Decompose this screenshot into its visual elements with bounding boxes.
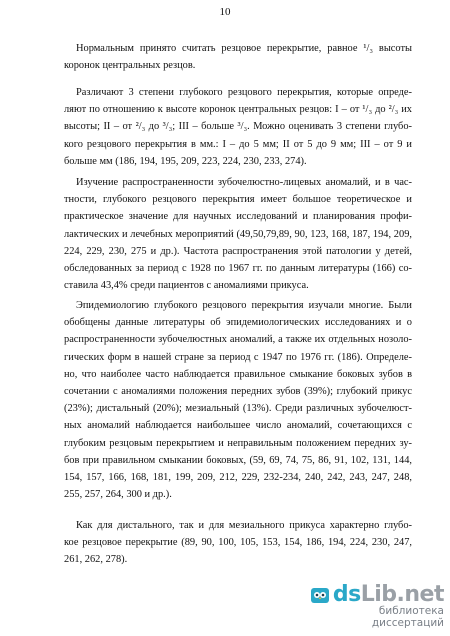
text-line: Нормальным принято считать резцовое перекрытие, равное ¹/₃ высоты <box>76 43 412 54</box>
text-line: сочетании с аномалиями положения передних зубов (39%); глубокий прикус <box>64 386 412 398</box>
text-line: практическое значение для научных исследований и планирования профи- <box>64 211 412 223</box>
text-line: ляют по отношению к высоте коронок центральных резцов: I – от ¹/₃ до ²/₃ их <box>64 104 412 116</box>
logo-suffix: Lib.net <box>360 582 444 607</box>
watermark-logo-row <box>304 582 444 607</box>
paragraph-1 <box>64 40 412 74</box>
text-line: Эпидемиологию глубокого резцового перекрытия изучали многие. Были <box>76 300 412 311</box>
text-line: но, что наиболее часто наблюдается правильное смыкание боковых зубов в <box>64 368 412 380</box>
text-line: высоты; II – от ²/₃ до ³/₃; III – больше ³/₃. Можно оценивать 3 степени глубо- <box>64 121 412 133</box>
paragraph-3 <box>64 174 412 294</box>
logo-prefix: ds <box>332 582 361 607</box>
text-line: 224, 229, 230, 275 и др.). Частота распространения этой патологии у детей, <box>64 245 412 257</box>
paragraph-4 <box>64 297 412 503</box>
owl-logo-icon <box>310 585 330 605</box>
text-line: кое резцовое перекрытие (89, 90, 100, 105, 153, 154, 186, 194, 224, 230, 247, <box>64 537 412 549</box>
watermark-caption: библиотека диссертаций <box>371 605 444 629</box>
text-line: гических форм в нашей стране за период с 1947 по 1976 гг. (186). Определе- <box>64 351 412 363</box>
text-line: Различают 3 степени глубокого резцового перекрытия, которые опреде- <box>76 87 412 98</box>
watermark-logo-text <box>333 582 444 607</box>
text-line: Изучение распространенности зубочелюстно-лицевых аномалий, и в час- <box>76 177 412 188</box>
text-line: 154, 157, 166, 168, 181, 199, 209, 212, 229, 232-234, 240, 242, 243, 247, 248, <box>64 472 412 484</box>
text-line: коронок центральных резцов. <box>64 60 196 72</box>
text-line: 261, 262, 278). <box>64 554 128 566</box>
paragraph-5 <box>64 517 412 569</box>
dslib-watermark[interactable] <box>304 582 444 630</box>
text-line: ставила 43,4% среди пациентов с аномалиями прикуса. <box>64 280 309 292</box>
text-line: распространенности зубочелюстных аномалий, а также их отдельных нозоло- <box>64 334 412 346</box>
text-line: Как для дистального, так и для мезиального прикуса характерно глубо- <box>76 520 412 531</box>
text-line: тности, глубокого резцового перекрытия имеет большое теоретическое и <box>64 194 412 206</box>
paragraph-2 <box>64 84 412 170</box>
text-line: глубоким резцовым перекрытием и неправильным положением передних зу- <box>64 437 412 449</box>
text-line: больше мм (186, 194, 195, 209, 223, 224, 230, 233, 274). <box>64 155 307 167</box>
text-line: обследованных за период с 1928 по 1967 гг. по данным литературы (166) со- <box>64 263 412 275</box>
text-line: (23%); дистальный (20%); мезиальный (13%). Среди различных зубочелюст- <box>64 403 412 415</box>
text-line: 255, 257, 264, 300 и др.). <box>64 489 172 501</box>
text-line: бов при правильном смыкании боковых, (59, 69, 74, 75, 86, 91, 102, 131, 144, <box>64 454 412 466</box>
text-line: обобщены данные литературы об эпидемиологических исследованиях и о <box>64 317 412 329</box>
page-number: 10 <box>219 6 231 18</box>
text-line: ных аномалий наблюдается наибольшее число аномалий, сочетающихся с <box>64 420 412 432</box>
text-line: лактических и лечебных мероприятий (49,50,79,89, 90, 123, 168, 187, 194, 209, <box>64 228 412 240</box>
text-line: кого резцового перекрытия в мм.: I – до 5 мм; II от 5 до 9 мм; III – от 9 и <box>64 138 412 150</box>
